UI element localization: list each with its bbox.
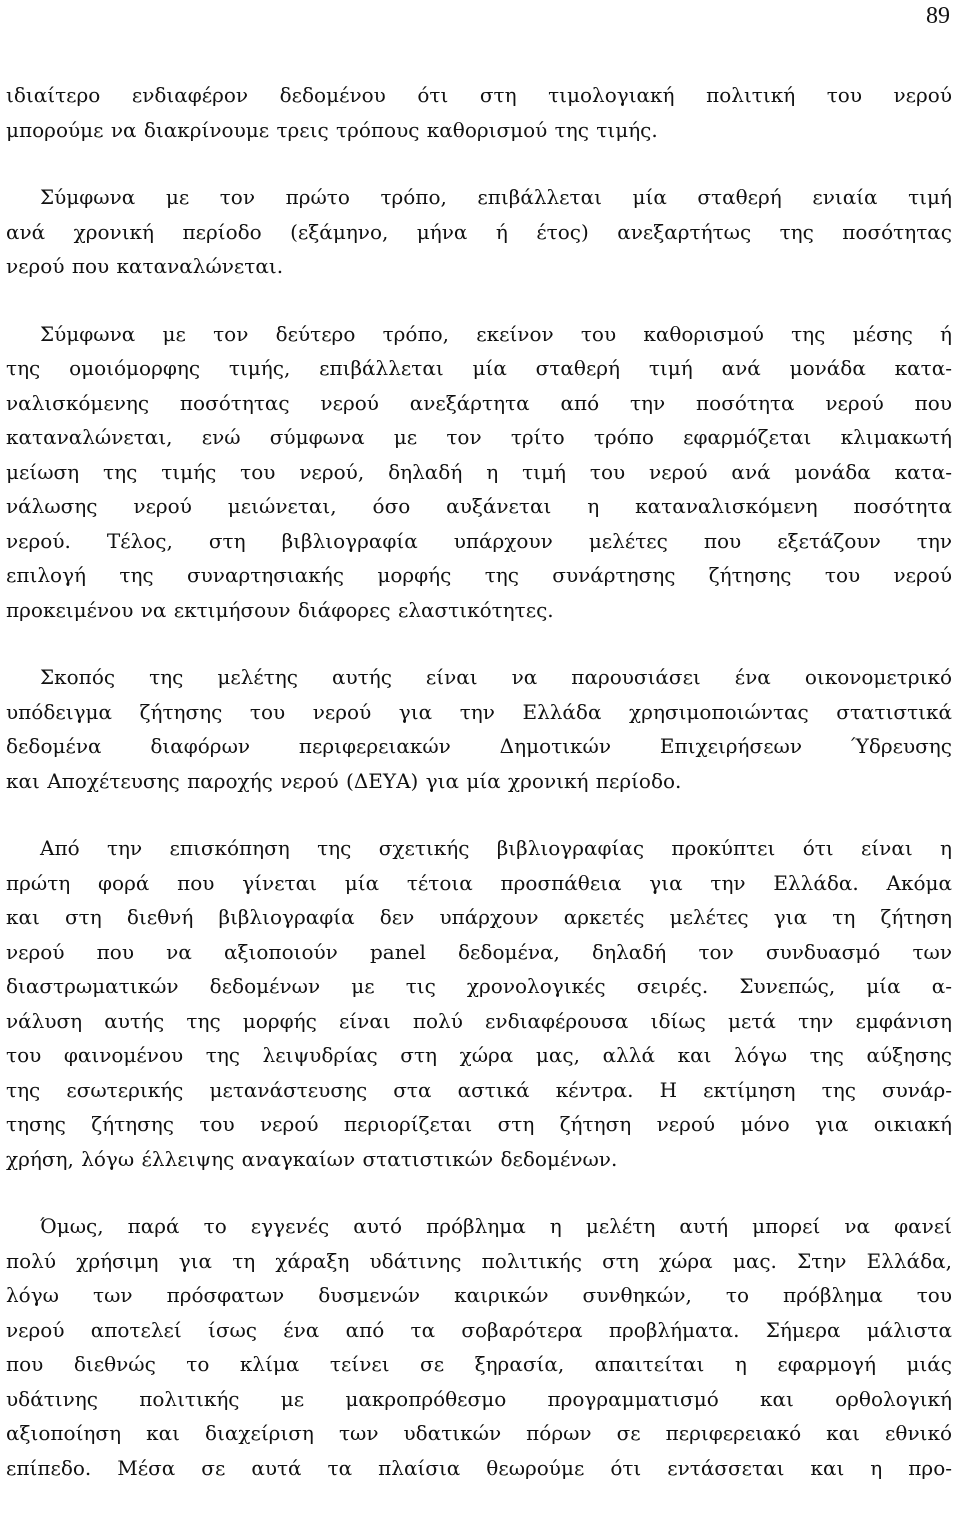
line-text: Όμως, παρά το εγγενές αυτό πρόβλημα η μελέτη αυτή μπορεί να φανεί	[40, 1214, 952, 1238]
text-line	[6, 386, 952, 421]
line-text: και Αποχέτευσης παροχής νερού (ΔΕΥΑ) για μία χρονική περίοδο.	[6, 768, 682, 793]
paragraph	[6, 317, 952, 628]
paragraph	[6, 660, 952, 798]
text-line	[6, 935, 952, 970]
line-text: χρήση, λόγω έλλειψης αναγκαίων στατιστικών δεδομένων.	[6, 1146, 618, 1171]
line-text: λόγω των πρόσφατων δυσμενών καιρικών συνθηκών, το πρόβλημα του	[6, 1283, 952, 1307]
line-text: νάλωσης νερού μειώνεται, όσο αυξάνεται η καταναλισκόμενη ποσότητα	[6, 494, 952, 518]
line-text: πρώτη φορά που γίνεται μία τέτοια προσπάθεια για την Ελλάδα. Ακόμα	[6, 870, 952, 895]
text-line	[6, 1073, 952, 1108]
line-text: του φαινομένου της λειψυδρίας στη χώρα μας, αλλά και λόγω της αύξησης	[6, 1043, 952, 1067]
text-line	[6, 660, 952, 695]
paragraph	[6, 180, 952, 284]
text-line	[6, 1142, 952, 1177]
text-line	[6, 180, 952, 215]
line-text: Σκοπός της μελέτης αυτής είναι να παρουσιάσει ένα οικονομετρικό	[40, 665, 952, 689]
line-text: ανά χρονική περίοδο (εξάμηνο, μήνα ή έτος) ανεξαρτήτως της ποσότητας	[6, 219, 952, 244]
line-text: Σύμφωνα με τον πρώτο τρόπο, επιβάλλεται μία σταθερή ενιαία τιμή	[40, 185, 952, 209]
line-text: διαστρωματικών δεδομένων με τις χρονολογικές σειρές. Συνεπώς, μία α-	[6, 974, 952, 998]
line-text: επιλογή της συναρτησιακής μορφής της συνάρτησης ζήτησης του νερού	[6, 563, 952, 587]
line-text: επίπεδο. Μέσα σε αυτά τα πλαίσια θεωρούμε ότι εντάσσεται και η προ-	[6, 1455, 952, 1480]
text-line	[6, 78, 952, 113]
text-line	[6, 593, 952, 628]
document-body	[6, 78, 952, 1518]
paragraph	[6, 78, 952, 147]
text-line	[6, 317, 952, 352]
line-text: ναλισκόμενης ποσότητας νερού ανεξάρτητα από την ποσότητα νερού που	[6, 390, 952, 415]
text-line	[6, 1244, 952, 1279]
text-line	[6, 558, 952, 593]
line-text: Από την επισκόπηση της σχετικής βιβλιογραφίας προκύπτει ότι είναι η	[40, 836, 952, 860]
line-text: Σύμφωνα με τον δεύτερο τρόπο, εκείνον του καθορισμού της μέσης ή	[40, 321, 952, 346]
text-line	[6, 420, 952, 455]
text-line	[6, 524, 952, 559]
line-text: αξιοποίηση και διαχείριση των υδατικών πόρων σε περιφερειακό και εθνικό	[6, 1421, 952, 1445]
text-line	[6, 351, 952, 386]
text-line	[6, 695, 952, 730]
line-text: της ομοιόμορφης τιμής, επιβάλλεται μία σταθερή τιμή ανά μονάδα κατα-	[6, 356, 952, 380]
line-text: καταναλώνεται, ενώ σύμφωνα με τον τρίτο τρόπο εφαρμόζεται κλιμακωτή	[6, 425, 952, 449]
line-text: νερού που καταναλώνεται.	[6, 254, 284, 278]
paragraph	[6, 831, 952, 1176]
text-line	[6, 1038, 952, 1073]
text-line	[6, 489, 952, 524]
text-line	[6, 1313, 952, 1348]
text-line	[6, 215, 952, 250]
line-text: προκειμένου να εκτιμήσουν διάφορες ελαστικότητες.	[6, 597, 554, 622]
line-text: της εσωτερικής μετανάστευσης στα αστικά κέντρα. Η εκτίμηση της συνάρ-	[6, 1077, 952, 1102]
line-text: νερού. Τέλος, στη βιβλιογραφία υπάρχουν μελέτες που εξετάζουν την	[6, 528, 952, 553]
text-line	[6, 1347, 952, 1382]
text-line	[6, 900, 952, 935]
line-text: μείωση της τιμής του νερού, δηλαδή η τιμή του νερού ανά μονάδα κατα-	[6, 459, 952, 484]
line-text: νερού αποτελεί ίσως ένα από τα σοβαρότερα προβλήματα. Σήμερα μάλιστα	[6, 1317, 952, 1342]
text-line	[6, 1004, 952, 1039]
page-number: 89	[926, 3, 950, 29]
text-line	[6, 1107, 952, 1142]
line-text: που διεθνώς το κλίμα τείνει σε ξηρασία, απαιτείται η εφαρμογή μιάς	[6, 1352, 952, 1376]
text-line	[6, 1382, 952, 1417]
line-text: και στη διεθνή βιβλιογραφία δεν υπάρχουν αρκετές μελέτες για τη ζήτηση	[6, 905, 952, 929]
line-text: μπορούμε να διακρίνουμε τρεις τρόπους καθορισμού της τιμής.	[6, 117, 658, 142]
text-line	[6, 969, 952, 1004]
line-text: νάλυση αυτής της μορφής είναι πολύ ενδιαφέρουσα ιδίως μετά την εμφάνιση	[6, 1008, 952, 1033]
line-text: πολύ χρήσιμη για τη χάραξη υδάτινης πολιτικής στη χώρα μας. Στην Ελλάδα,	[6, 1248, 952, 1273]
text-line	[6, 113, 952, 148]
text-line	[6, 866, 952, 901]
paragraph	[6, 1209, 952, 1485]
text-line	[6, 1451, 952, 1486]
line-text: υδάτινης πολιτικής με μακροπρόθεσμο προγραμματισμό και ορθολογική	[6, 1386, 952, 1411]
line-text: νερού που να αξιοποιούν panel δεδομένα, δηλαδή τον συνδυασμό των	[6, 939, 952, 964]
text-line	[6, 729, 952, 764]
line-text: δεδομένα διαφόρων περιφερειακών Δημοτικών Επιχειρήσεων Ύδρευσης	[6, 734, 952, 758]
line-text: τησης ζήτησης του νερού περιορίζεται στη ζήτηση νερού μόνο για οικιακή	[6, 1112, 952, 1136]
text-line	[6, 249, 952, 284]
text-line	[6, 1416, 952, 1451]
line-text: υπόδειγμα ζήτησης του νερού για την Ελλάδα χρησιμοποιώντας στατιστικά	[6, 699, 952, 724]
text-line	[6, 455, 952, 490]
text-line	[6, 1209, 952, 1244]
line-text: ιδιαίτερο ενδιαφέρον δεδομένου ότι στη τιμολογιακή πολιτική του νερού	[6, 83, 952, 107]
text-line	[6, 1278, 952, 1313]
text-line	[6, 764, 952, 799]
text-line	[6, 831, 952, 866]
